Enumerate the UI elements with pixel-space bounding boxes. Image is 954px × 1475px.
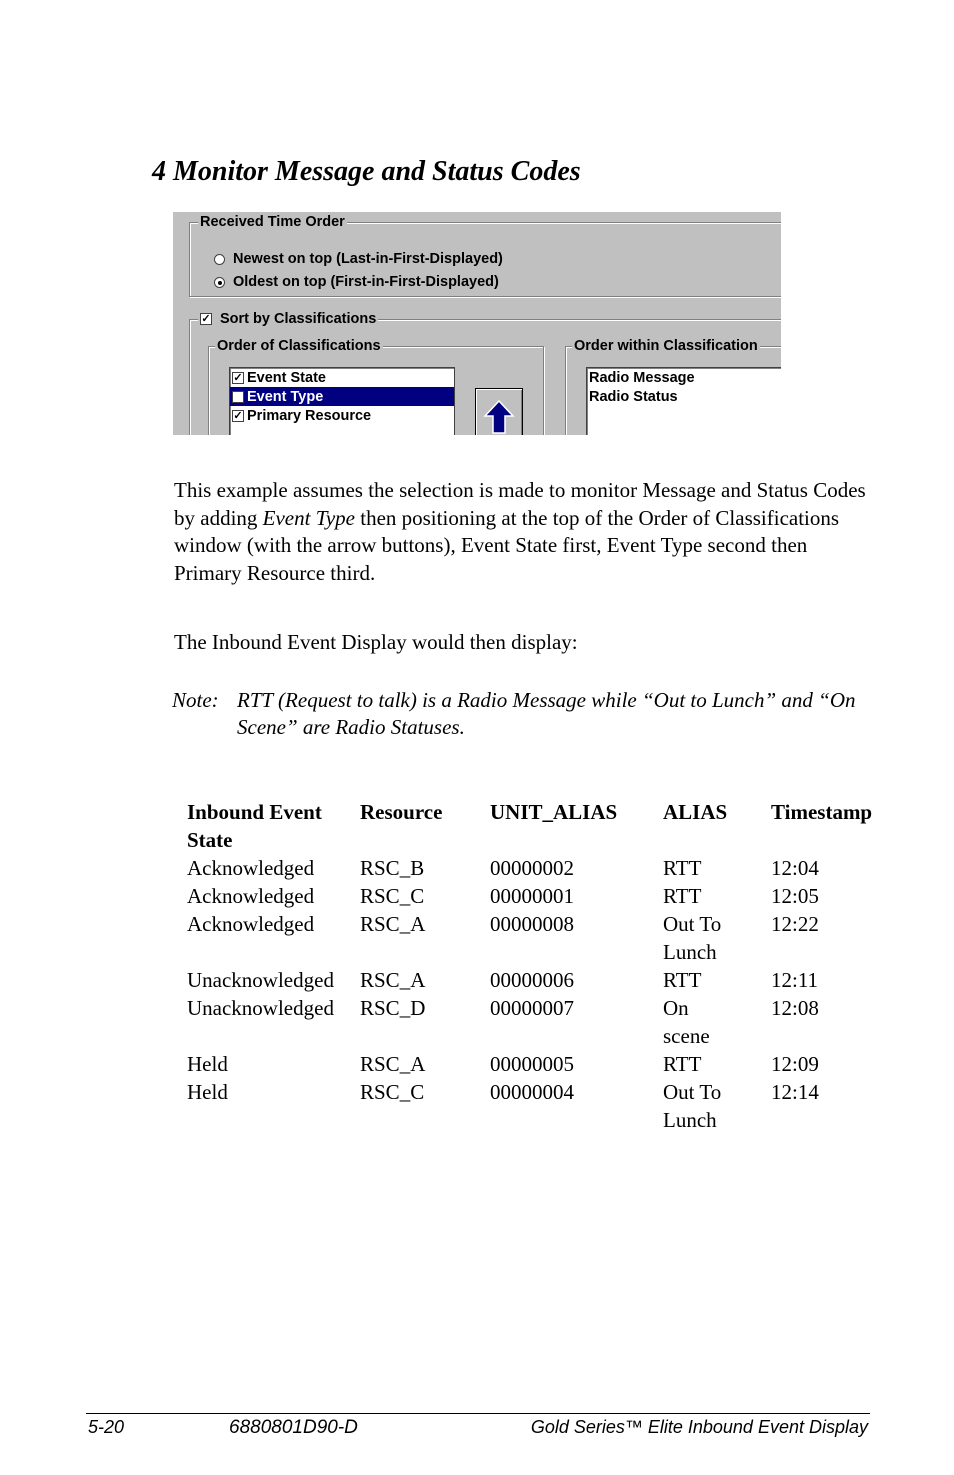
oldest-on-top-radio[interactable] <box>214 274 499 290</box>
cell-event-state: Acknowledged <box>187 856 315 880</box>
col-header-resource: Resource <box>360 800 443 824</box>
classification-label: Event State <box>247 369 326 386</box>
cell-timestamp: 12:14 <box>771 1080 819 1104</box>
received-time-order-label: Received Time Order <box>200 214 345 230</box>
table-header-row <box>187 798 891 854</box>
col-header-alias: ALIAS <box>663 800 728 824</box>
cell-resource: RSC_B <box>360 856 425 880</box>
cell-event-state: Held <box>187 1052 228 1076</box>
intro-emphasis: Event Type <box>262 505 355 530</box>
within-item-radio-status[interactable]: Radio Status <box>589 388 678 405</box>
checkbox-checked-icon: ✓ <box>201 313 211 325</box>
col-header-event-state: Inbound Event State <box>187 800 322 852</box>
footer-rule <box>86 1413 870 1414</box>
classifications-listbox[interactable] <box>229 367 455 435</box>
newest-on-top-label: Newest on top (Last-in-First-Displayed) <box>233 251 503 267</box>
cell-unit-alias: 00000001 <box>490 884 574 908</box>
note-text: RTT (Request to talk) is a Radio Message while “Out to Lunch” and “On Scene” are Radio Statuses. <box>237 688 856 739</box>
radio-unselected-icon <box>214 254 225 265</box>
intro-text: This example assumes the selection is made to monitor Message and Status Codes by adding <box>174 478 866 530</box>
classification-item-primary-resource[interactable] <box>230 406 454 425</box>
cell-alias: RTT <box>663 884 702 908</box>
cell-timestamp: 12:22 <box>771 912 819 936</box>
cell-unit-alias: 00000005 <box>490 1052 574 1076</box>
cell-alias: RTT <box>663 856 702 880</box>
checkbox-checked-icon: ✓ <box>233 390 243 403</box>
cell-resource: RSC_D <box>360 996 426 1020</box>
checkbox-checked-icon: ✓ <box>233 409 243 422</box>
classification-label: Primary Resource <box>247 407 372 424</box>
cell-timestamp: 12:09 <box>771 1052 819 1076</box>
order-of-classifications-label: Order of Classifications <box>217 338 381 354</box>
sort-by-classifications-checkbox[interactable] <box>198 310 378 328</box>
oldest-on-top-label: Oldest on top (First-in-First-Displayed) <box>233 274 499 290</box>
classification-item-event-state[interactable] <box>230 368 454 387</box>
cell-alias: RTT <box>663 1052 702 1076</box>
cell-event-state: Acknowledged <box>187 912 315 936</box>
cell-alias: Out To Lunch <box>663 912 722 964</box>
document-number: 6880801D90-D <box>229 1417 358 1438</box>
display-intro-paragraph: The Inbound Event Display would then display: <box>174 630 578 654</box>
cell-timestamp: 12:08 <box>771 996 819 1020</box>
table-row <box>187 910 891 966</box>
cell-resource: RSC_A <box>360 1052 426 1076</box>
cell-event-state: Held <box>187 1080 228 1104</box>
intro-text-cont: then positioning at the top of the Order of Classifications window (with the arrow buttons), Event State first, Event Type second then Primary Resource third. <box>174 505 840 586</box>
cell-unit-alias: 00000002 <box>490 856 574 880</box>
table-row <box>187 994 891 1050</box>
checkbox-checked-icon: ✓ <box>233 371 243 384</box>
table-row <box>187 1050 891 1078</box>
received-time-order-group <box>189 214 781 297</box>
cell-resource: RSC_C <box>360 884 425 908</box>
within-classification-listbox[interactable] <box>586 367 781 435</box>
cell-event-state: Unacknowledged <box>187 996 334 1020</box>
cell-timestamp: 12:11 <box>771 968 819 992</box>
cell-event-state: Acknowledged <box>187 884 315 908</box>
cell-timestamp: 12:04 <box>771 856 819 880</box>
cell-resource: RSC_A <box>360 968 426 992</box>
cell-resource: RSC_A <box>360 912 426 936</box>
event-display-table <box>187 798 891 1140</box>
section-heading: 4 Monitor Message and Status Codes <box>152 156 581 187</box>
table-row <box>187 854 891 882</box>
note-label: Note: <box>172 688 219 712</box>
newest-on-top-radio[interactable] <box>214 251 503 267</box>
up-arrow-icon <box>476 389 522 435</box>
col-header-timestamp: Timestamp <box>771 800 873 824</box>
intro-paragraph <box>174 477 874 588</box>
radio-selected-icon <box>214 277 225 288</box>
classification-label: Event Type <box>247 388 324 405</box>
table-row <box>187 966 891 994</box>
table-row <box>187 882 891 910</box>
cell-resource: RSC_C <box>360 1080 425 1104</box>
col-header-unit-alias: UNIT_ALIAS <box>490 800 618 824</box>
cell-unit-alias: 00000007 <box>490 996 574 1020</box>
move-up-button[interactable] <box>475 388 523 435</box>
cell-alias: RTT <box>663 968 702 992</box>
footer-title: Gold Series™ Elite Inbound Event Display <box>530 1417 868 1437</box>
sort-by-classifications-label: Sort by Classifications <box>220 311 377 327</box>
order-within-classification-label: Order within Classification <box>574 338 758 354</box>
cell-timestamp: 12:05 <box>771 884 819 908</box>
table-row <box>187 1078 891 1140</box>
cell-unit-alias: 00000008 <box>490 912 574 936</box>
cell-unit-alias: 00000006 <box>490 968 574 992</box>
cell-alias: Out To Lunch <box>663 1080 722 1132</box>
page-number: 5-20 <box>88 1417 125 1437</box>
cell-alias: On scene <box>663 996 710 1048</box>
classification-settings-dialog <box>173 212 781 435</box>
classification-item-event-type[interactable] <box>230 387 454 406</box>
cell-unit-alias: 00000004 <box>490 1080 574 1104</box>
cell-event-state: Unacknowledged <box>187 968 334 992</box>
within-item-radio-message[interactable]: Radio Message <box>589 369 695 386</box>
